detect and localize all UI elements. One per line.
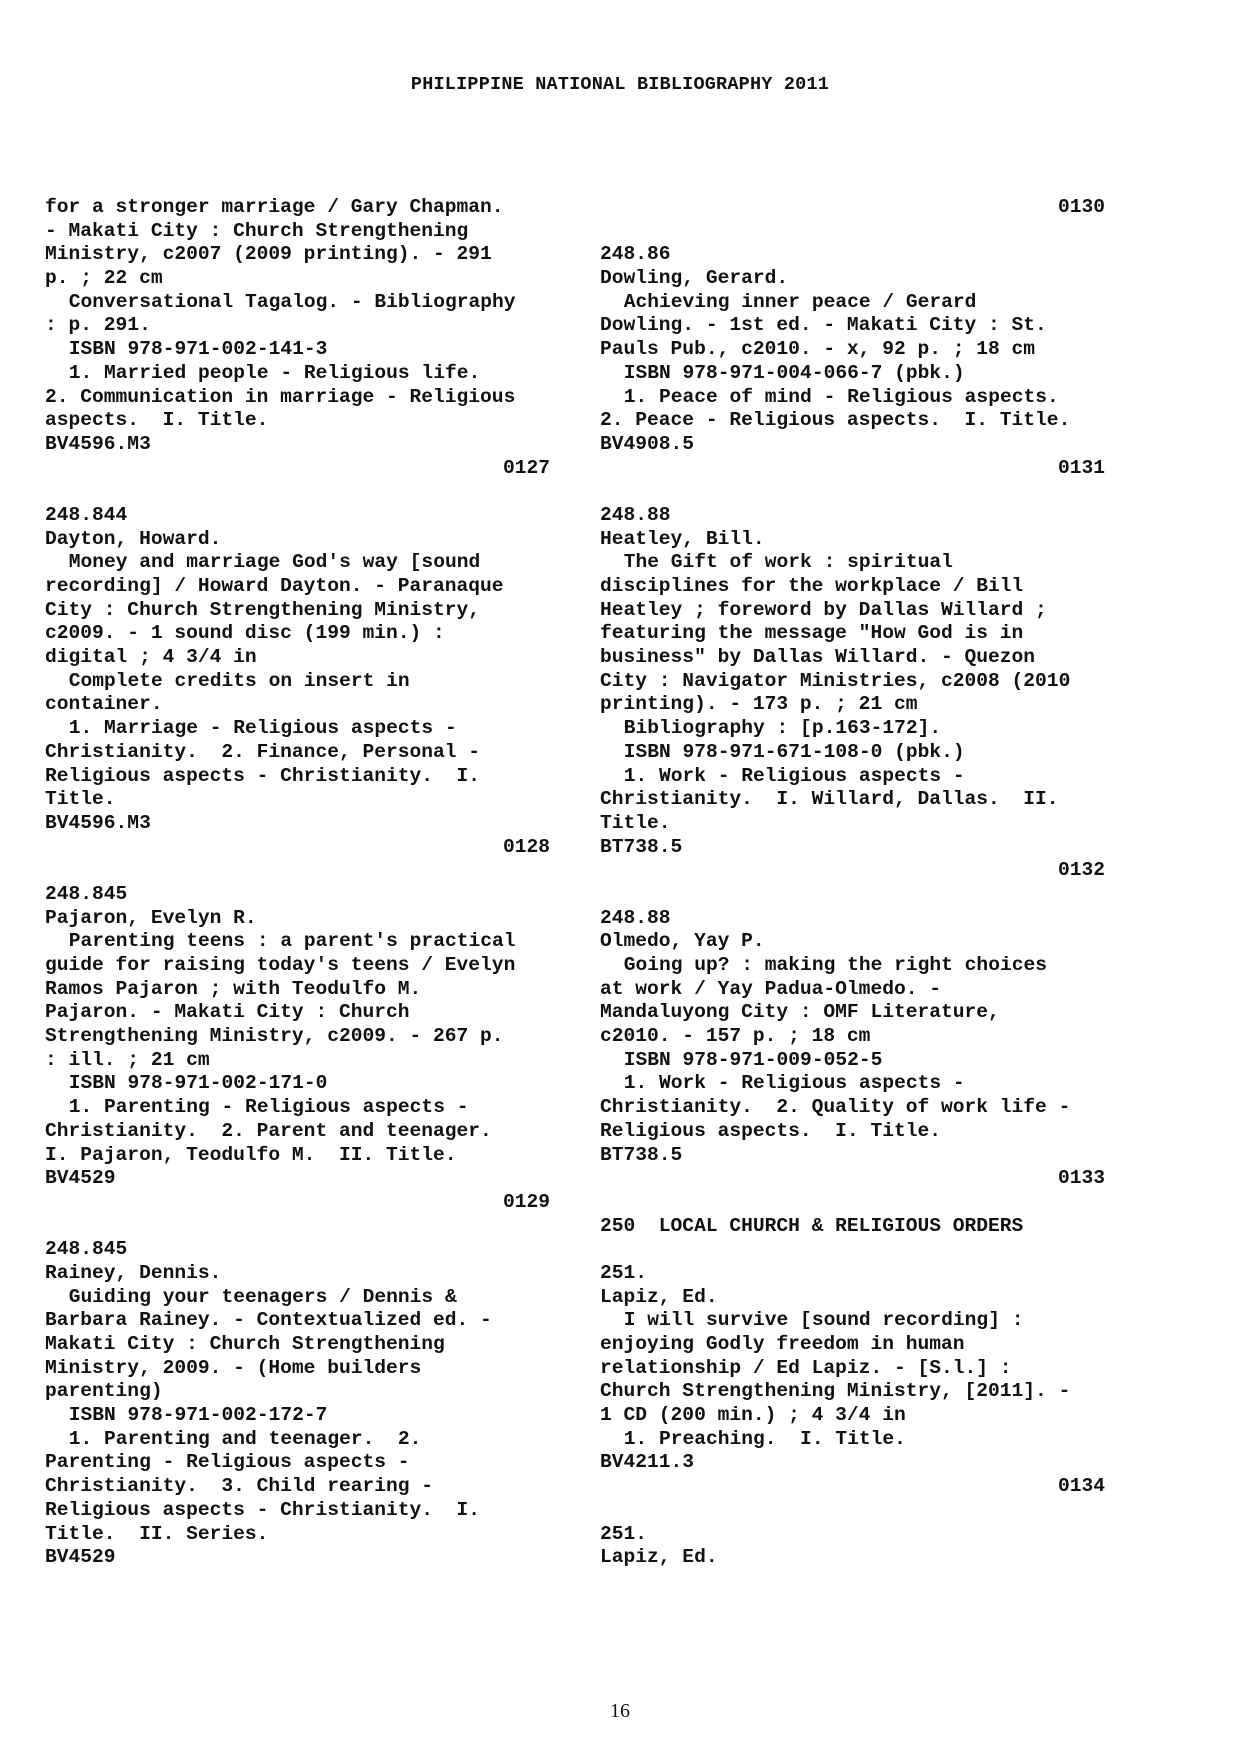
entry-line: ISBN 978-971-002-171-0	[68, 1072, 328, 1095]
entry-line: at work / Yay Padua-Olmedo. -	[600, 977, 941, 1000]
entry-line: disciplines for the workplace / Bill	[600, 575, 1024, 597]
entry-line: BV4211.3	[600, 1451, 695, 1474]
entry-line: 2. Peace - Religious aspects. I. Title.	[600, 409, 1071, 432]
entry-line: Guiding your teenagers / Dennis &	[68, 1285, 457, 1308]
entry-line: Barbara Rainey. - Contextualized ed. -	[45, 1309, 492, 1332]
entry-line: BV4908.5	[600, 432, 695, 455]
entry-line: 250 LOCAL CHURCH & RELIGIOUS ORDERS	[600, 1214, 1024, 1237]
blank-line	[600, 883, 1105, 907]
entry-line: Religious aspects - Christianity. I.	[45, 1498, 481, 1521]
entry-line: BT738.5	[600, 1143, 683, 1166]
entry-line: 2. Communication in marriage - Religious	[45, 385, 516, 408]
entry-line: 251.	[600, 1522, 648, 1545]
blank-line	[45, 480, 550, 504]
entry-line: 1. Parenting and teenager. 2.	[68, 1427, 422, 1450]
entry-line: Money and marriage God's way [sound	[68, 551, 481, 574]
entry-line: recording] / Howard Dayton. - Paranaque	[45, 575, 504, 597]
blank-line	[600, 1191, 1105, 1215]
entry-line: Achieving inner peace / Gerard	[623, 290, 977, 313]
entry-number: 0127	[502, 456, 550, 479]
entry-line: Pajaron, Evelyn R.	[45, 906, 257, 929]
entry-line: Christianity. I. Willard, Dallas. II.	[600, 788, 1059, 811]
entry-line: Mandaluyong City : OMF Literature,	[600, 1001, 1000, 1024]
entry-line: Pauls Pub., c2010. - x, 92 p. ; 18 cm	[600, 338, 1036, 361]
entry-line: Ramos Pajaron ; with Teodulfo M.	[45, 977, 422, 1000]
entry-number: 0132	[1057, 859, 1105, 882]
entry-number: 0133	[1057, 1167, 1105, 1190]
entry-number: 0134	[1057, 1475, 1105, 1498]
entry-line: Rainey, Dennis.	[45, 1261, 222, 1284]
entry-line: for a stronger marriage / Gary Chapman.	[45, 196, 504, 218]
entry-line: - Makati City : Church Strengthening	[45, 219, 469, 242]
entry-line: 1. Married people - Religious life.	[68, 361, 481, 384]
entry-number: 0130	[1057, 196, 1105, 218]
entry-line: Lapiz, Ed.	[600, 1285, 718, 1308]
right-column	[600, 196, 1105, 1570]
entry-line: digital ; 4 3/4 in	[45, 646, 257, 669]
entry-line: 248.88	[600, 503, 671, 526]
entry-line: 1 CD (200 min.) ; 4 3/4 in	[600, 1404, 906, 1427]
entry-line: Christianity. 2. Parent and teenager.	[45, 1119, 492, 1142]
entry-number: 0131	[1057, 456, 1105, 479]
entry-line: BV4596.M3	[45, 811, 151, 834]
entry-line: guide for raising today's teens / Evelyn	[45, 954, 516, 976]
entry-line: Christianity. 2. Quality of work life -	[600, 1096, 1071, 1119]
blank-line	[600, 1238, 1105, 1262]
entry-line: Title. II. Series.	[45, 1522, 269, 1545]
entry-line: 248.86	[600, 243, 671, 266]
entry-line: container.	[45, 693, 163, 716]
entry-line: c2010. - 157 p. ; 18 cm	[600, 1025, 871, 1048]
entry-line: Lapiz, Ed.	[600, 1546, 718, 1569]
entry-line: Pajaron. - Makati City : Church	[45, 1001, 410, 1024]
entry-line: Ministry, 2009. - (Home builders	[45, 1356, 422, 1379]
entry-line: Conversational Tagalog. - Bibliography	[68, 290, 516, 313]
entry-line: relationship / Ed Lapiz. - [S.l.] :	[600, 1356, 1012, 1379]
entry-line: 1. Work - Religious aspects -	[623, 764, 965, 787]
entry-line: BV4529	[45, 1546, 116, 1569]
entry-line: enjoying Godly freedom in human	[600, 1333, 965, 1355]
entry-line: Bibliography : [p.163-172].	[623, 717, 942, 740]
entry-line: : p. 291.	[45, 314, 151, 337]
blank-line	[45, 1215, 550, 1239]
entry-line: Heatley, Bill.	[600, 527, 765, 550]
entry-line: Parenting - Religious aspects -	[45, 1451, 410, 1474]
entry-number: 0129	[502, 1190, 550, 1213]
entry-line: The Gift of work : spiritual	[623, 551, 953, 574]
entry-line: ISBN 978-971-009-052-5	[623, 1048, 883, 1071]
entry-line: 1. Work - Religious aspects -	[623, 1072, 965, 1095]
entry-line: Christianity. 2. Finance, Personal -	[45, 740, 481, 763]
entry-line: p. ; 22 cm	[45, 267, 163, 290]
entry-line: ISBN 978-971-002-172-7	[68, 1404, 328, 1427]
entry-line: 248.845	[45, 882, 128, 905]
entry-line: Parenting teens : a parent's practical	[68, 930, 516, 953]
entry-line: 248.88	[600, 906, 671, 929]
entry-line: Title.	[600, 811, 671, 834]
entry-line: featuring the message "How God is in	[600, 622, 1024, 645]
entry-line: City : Navigator Ministries, c2008 (2010	[600, 669, 1071, 692]
entry-line: 248.845	[45, 1238, 128, 1261]
entry-line: business" by Dallas Willard. - Quezon	[600, 646, 1036, 669]
entry-line: 1. Parenting - Religious aspects -	[68, 1096, 469, 1119]
running-header: PHILIPPINE NATIONAL BIBLIOGRAPHY 2011	[410, 74, 830, 95]
entry-line: Olmedo, Yay P.	[600, 930, 765, 953]
entry-line: Religious aspects - Christianity. I.	[45, 764, 481, 787]
entry-line: Church Strengthening Ministry, [2011]. -	[600, 1380, 1071, 1403]
entry-line: Title.	[45, 788, 116, 811]
entry-line: 1. Peace of mind - Religious aspects.	[623, 385, 1059, 408]
entry-line: Heatley ; foreword by Dallas Willard ;	[600, 598, 1047, 621]
blank-line	[600, 1499, 1105, 1523]
entry-line: BT738.5	[600, 835, 683, 858]
entry-line: Complete credits on insert in	[68, 669, 410, 692]
left-column	[45, 196, 550, 1570]
entry-line: Dowling, Gerard.	[600, 267, 789, 290]
entry-line: Christianity. 3. Child rearing -	[45, 1475, 434, 1498]
entry-line: Dowling. - 1st ed. - Makati City : St.	[600, 314, 1047, 337]
page-number: 16	[610, 1700, 630, 1722]
entry-line: Ministry, c2007 (2009 printing). - 291	[45, 243, 492, 266]
entry-line: Dayton, Howard.	[45, 527, 222, 550]
entry-line: 1. Marriage - Religious aspects -	[68, 717, 457, 740]
entry-line: I. Pajaron, Teodulfo M. II. Title.	[45, 1143, 457, 1166]
entry-line: parenting)	[45, 1380, 163, 1403]
entry-line: printing). - 173 p. ; 21 cm	[600, 693, 918, 716]
entry-line: City : Church Strengthening Ministry,	[45, 598, 481, 621]
blank-line	[45, 859, 550, 883]
entry-line: aspects. I. Title.	[45, 409, 269, 432]
entry-line: Religious aspects. I. Title.	[600, 1119, 941, 1142]
entry-line: : ill. ; 21 cm	[45, 1048, 210, 1071]
entry-line: Going up? : making the right choices	[623, 954, 1047, 976]
entry-number: 0128	[502, 835, 550, 858]
entry-line: 1. Preaching. I. Title.	[623, 1427, 906, 1450]
entry-line: I will survive [sound recording] :	[623, 1309, 1024, 1332]
entry-line: ISBN 978-971-004-066-7 (pbk.)	[623, 361, 965, 384]
entry-line: BV4529	[45, 1167, 116, 1190]
entry-line: BV4596.M3	[45, 432, 151, 455]
entry-line: Strengthening Ministry, c2009. - 267 p.	[45, 1025, 504, 1048]
entry-line: Makati City : Church Strengthening	[45, 1333, 445, 1355]
blank-line	[600, 220, 1105, 244]
entry-line: ISBN 978-971-671-108-0 (pbk.)	[623, 740, 965, 763]
blank-line	[600, 480, 1105, 504]
entry-line: 248.844	[45, 503, 128, 526]
entry-line: ISBN 978-971-002-141-3	[68, 338, 328, 361]
entry-line: c2009. - 1 sound disc (199 min.) :	[45, 622, 445, 645]
entry-line: 251.	[600, 1261, 648, 1284]
